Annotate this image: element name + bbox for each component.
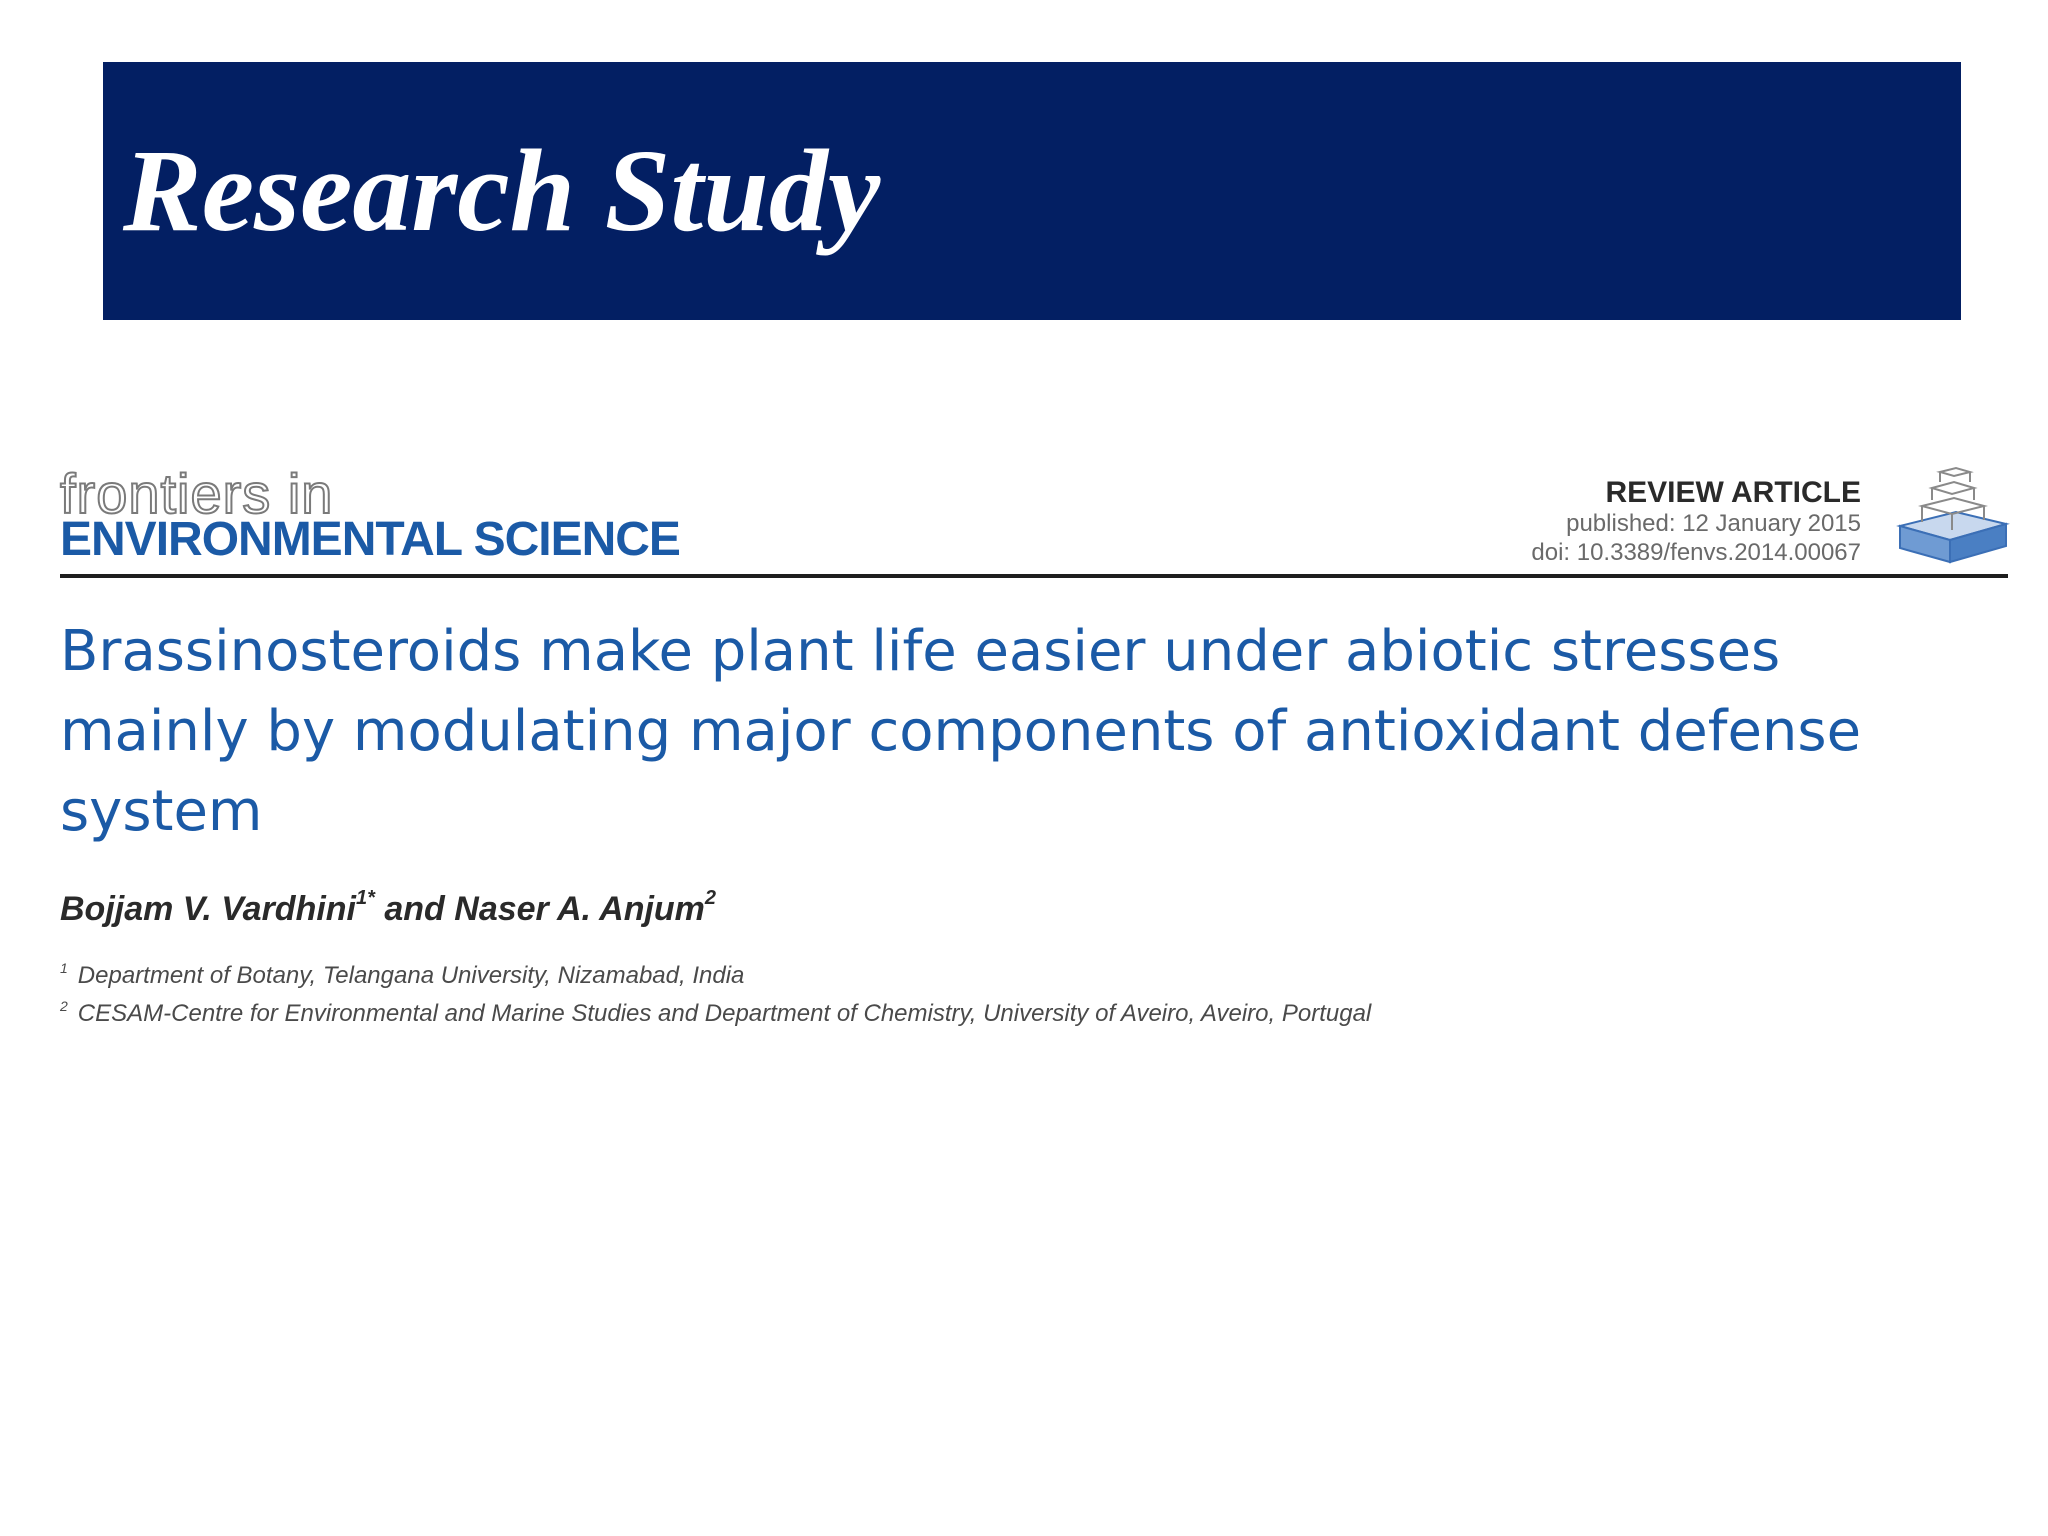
author-name: Naser A. Anjum [454,890,705,928]
journal-name-line2: ENVIRONMENTAL SCIENCE [60,513,680,566]
author-affiliation-mark: 2 [704,887,717,909]
journal-name-line1: frontiers in [60,462,334,525]
slide-title: Research Study [123,125,881,256]
article-header-image [0,440,2048,1080]
article-title: Brassinosteroids make plant life easier under abiotic stresses mainly by modulating major components of antioxidant defense system [60,619,1862,844]
affiliation-text: Department of Botany, Telangana University, Nizamabad, India [77,962,745,989]
affiliation-mark: 2 [60,998,68,1014]
author-joiner: and [374,890,455,928]
author-affiliation-mark: 1* [356,887,375,909]
affiliation-item [60,960,745,989]
header-divider [60,574,2008,578]
author-list [60,887,717,928]
author-name: Bojjam V. Vardhini [60,890,357,928]
article-type: REVIEW ARTICLE [1605,476,1861,509]
stacked-layers-logo-icon [1896,462,2010,568]
publication-date: published: 12 January 2015 [1566,510,1861,537]
title-banner [103,62,1961,320]
affiliation-mark: 1 [60,960,68,976]
doi: doi: 10.3389/fenvs.2014.00067 [1531,539,1861,566]
affiliation-item [60,998,1372,1027]
affiliation-text: CESAM-Centre for Environmental and Marine Studies and Department of Chemistry, University of Aveiro, Aveiro, Portugal [77,1000,1372,1027]
